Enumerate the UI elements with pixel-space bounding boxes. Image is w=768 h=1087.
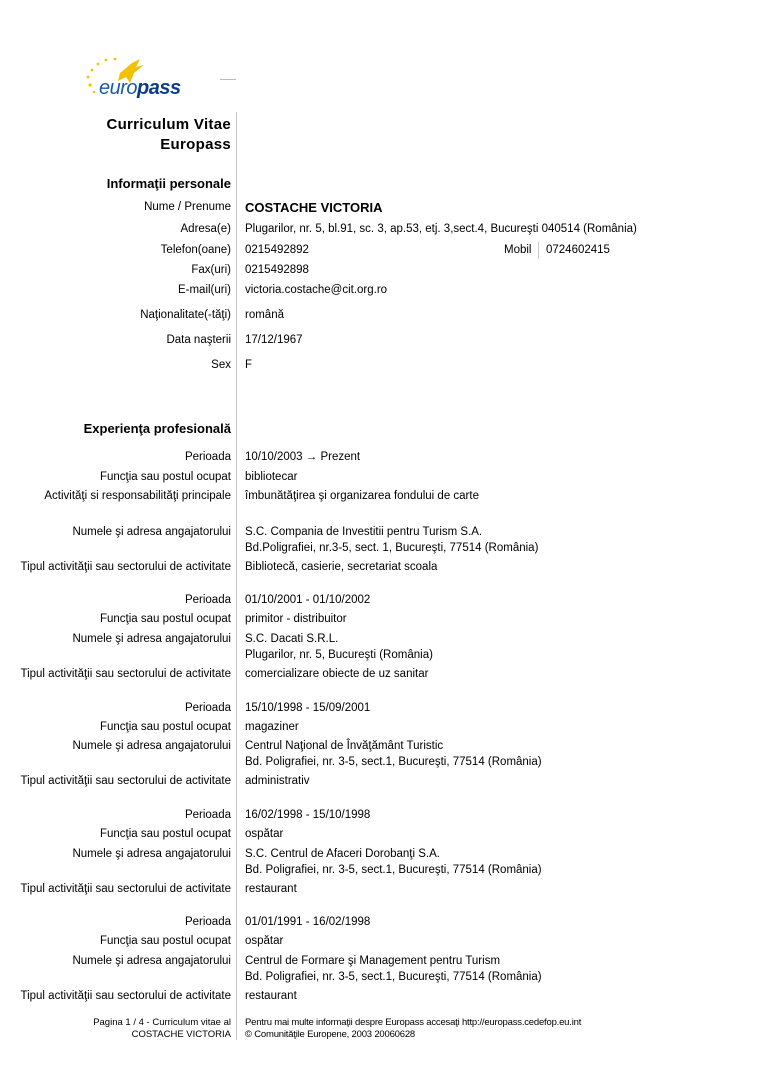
job-employer-address: Bd. Poligrafiei, nr. 3-5, sect.1, Bucureşti, 77514 (România) — [245, 864, 542, 876]
job-employer-name: Centrul Naţional de Învăţământ Turistic — [245, 740, 444, 752]
position-label: Funcţia sau postul ocupat — [99, 471, 231, 483]
employer-label: Numele şi adresa angajatorului — [72, 740, 231, 752]
position-label: Funcţia sau postul ocupat — [99, 935, 231, 947]
page-footer-right — [245, 1017, 581, 1041]
birthdate-value: 17/12/1967 — [245, 334, 303, 346]
employer-label: Numele şi adresa angajatorului — [72, 955, 231, 967]
job-period: 10/10/2003 → Prezent — [245, 451, 361, 463]
job-position: primitor - distribuitor — [245, 613, 347, 625]
nationality-label: Naţionalitate(-tăţi) — [140, 309, 231, 321]
europass-wordmark: europass — [99, 77, 181, 99]
job-sector: administrativ — [245, 775, 310, 787]
sector-label: Tipul activităţii sau sectorului de activitate — [20, 990, 231, 1002]
page-footer-left — [93, 1017, 231, 1041]
mobile-value: 0724602415 — [546, 244, 610, 256]
sector-label: Tipul activităţii sau sectorului de activitate — [20, 668, 231, 680]
job-sector: comercializare obiecte de uz sanitar — [245, 668, 429, 680]
page-number: Pagina 1 / 4 - Curriculum vitae al — [93, 1017, 231, 1028]
job-employer-name: Centrul de Formare şi Management pentru Turism — [245, 955, 501, 967]
job-employer-name: S.C. Centrul de Afaceri Dorobanţi S.A. — [245, 848, 440, 860]
job-position: ospătar — [245, 828, 284, 840]
position-label: Funcţia sau postul ocupat — [99, 721, 231, 733]
address-label: Adresa(e) — [180, 223, 231, 235]
period-label: Perioada — [184, 594, 231, 606]
cv-title-line1: Curriculum Vitae — [106, 116, 231, 133]
period-label: Perioada — [184, 809, 231, 821]
sector-label: Tipul activităţii sau sectorului de activitate — [20, 775, 231, 787]
fax-value: 0215492898 — [245, 264, 309, 276]
mobile-label: Mobil — [504, 244, 532, 256]
email-link[interactable]: victoria.costache@cit.org.ro — [245, 284, 388, 296]
name-value: COSTACHE VICTORIA — [245, 200, 383, 215]
sex-label: Sex — [211, 359, 231, 371]
sector-label: Tipul activităţii sau sectorului de activitate — [20, 883, 231, 895]
address-value: Plugarilor, nr. 5, bl.91, sc. 3, ap.53, etj. 3,sect.4, Bucureşti 040514 (România) — [245, 223, 637, 235]
job-employer-address: Bd. Poligrafiei, nr. 3-5, sect.1, Bucureşti, 77514 (România) — [245, 756, 542, 768]
europass-logo — [80, 55, 220, 110]
period-label: Perioada — [184, 916, 231, 928]
footer-owner: COSTACHE VICTORIA — [131, 1029, 231, 1040]
job-period: 01/10/2001 - 01/10/2002 — [245, 594, 371, 606]
employer-label: Numele şi adresa angajatorului — [72, 848, 231, 860]
job-sector: restaurant — [245, 883, 297, 895]
phone-value: 0215492892 — [245, 244, 309, 256]
fax-label: Fax(uri) — [191, 264, 231, 276]
position-label: Funcţia sau postul ocupat — [99, 828, 231, 840]
birthdate-label: Data naşterii — [166, 334, 231, 346]
nationality-value: română — [245, 309, 284, 321]
employer-label: Numele şi adresa angajatorului — [72, 526, 231, 538]
phone-label: Telefon(oane) — [160, 244, 231, 256]
job-employer-address: Bd. Poligrafiei, nr. 3-5, sect.1, Bucureşti, 77514 (România) — [245, 971, 542, 983]
job-employer-address: Bd.Poligrafiei, nr.3-5, sect. 1, Bucureşti, 77514 (România) — [245, 542, 539, 554]
footer-copyright: © Comunităţile Europene, 2003 20060628 — [245, 1029, 416, 1040]
job-sector: restaurant — [245, 990, 297, 1002]
cv-title-line2: Europass — [160, 136, 231, 153]
job-position: magaziner — [245, 721, 299, 733]
job-position: bibliotecar — [245, 471, 298, 483]
mobile-separator — [538, 242, 539, 259]
job-period: 16/02/1998 - 15/10/1998 — [245, 809, 371, 821]
job-activities: îmbunătăţirea şi organizarea fondului de carte — [245, 490, 479, 502]
column-divider — [236, 112, 237, 1040]
employer-label: Numele şi adresa angajatorului — [72, 633, 231, 645]
section-personal-info: Informaţii personale — [106, 176, 231, 191]
job-position: ospătar — [245, 935, 284, 947]
period-label: Perioada — [184, 702, 231, 714]
job-period: 15/10/1998 - 15/09/2001 — [245, 702, 371, 714]
header-divider — [220, 79, 236, 80]
period-label: Perioada — [184, 451, 231, 463]
section-experience: Experienţa profesională — [83, 421, 231, 436]
position-label: Funcţia sau postul ocupat — [99, 613, 231, 625]
footer-info-link[interactable]: Pentru mai multe informaţii despre Europass accesaţi http://europass.cedefop.eu.int — [245, 1017, 582, 1028]
sector-label: Tipul activităţii sau sectorului de activitate — [20, 561, 231, 573]
job-employer-address: Plugarilor, nr. 5, Bucureşti (România) — [245, 649, 433, 661]
job-sector: Bibliotecă, casierie, secretariat scoala — [245, 561, 438, 573]
name-label: Nume / Prenume — [144, 201, 231, 213]
job-employer-name: S.C. Compania de Investitii pentru Turism S.A. — [245, 526, 483, 538]
email-label: E-mail(uri) — [177, 284, 231, 296]
activities-label: Activităţi si responsabilităţi principale — [44, 490, 231, 502]
job-period: 01/01/1991 - 16/02/1998 — [245, 916, 371, 928]
sex-value: F — [245, 359, 253, 371]
job-employer-name: S.C. Dacati S.R.L. — [245, 633, 339, 645]
